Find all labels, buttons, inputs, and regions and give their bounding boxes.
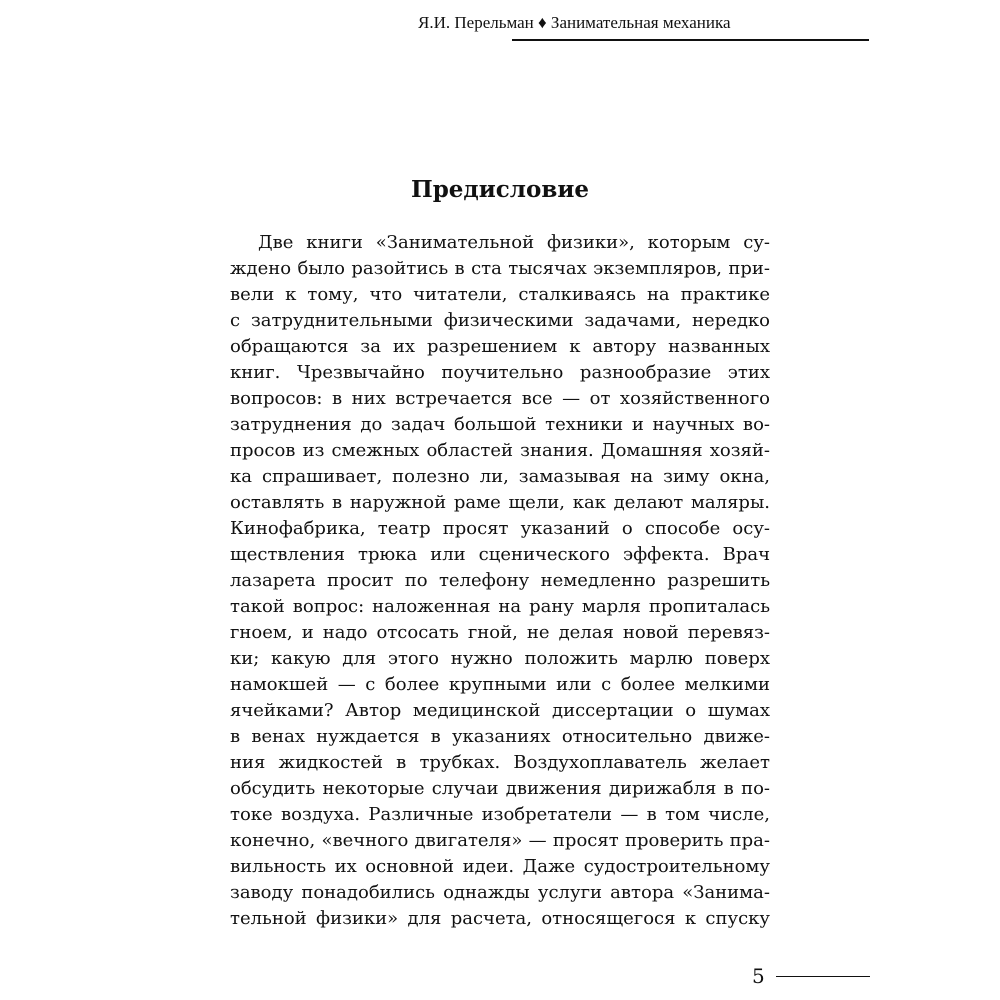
body-line: обращаются за их разрешением к автору названных <box>230 336 770 357</box>
body-line: книг. Чрезвычайно поучительно разнообразие этих <box>230 362 770 383</box>
body-line: затруднения до задач большой техники и научных во- <box>230 414 770 435</box>
body-line: Две книги «Занимательной физики», которым су- <box>258 232 770 253</box>
body-line: тельной физики» для расчета, относящегося к спуску <box>230 908 770 929</box>
body-line: ждено было разойтись в ста тысячах экземпляров, при- <box>230 258 770 279</box>
body-line: вели к тому, что читатели, сталкиваясь на практике <box>230 284 770 305</box>
body-line: конечно, «вечного двигателя» — просят проверить пра- <box>230 830 770 851</box>
body-line: с затруднительными физическими задачами, нередко <box>230 310 770 331</box>
body-line: намокшей — с более крупными или с более мелкими <box>230 674 770 695</box>
header-rule <box>512 39 869 41</box>
body-line: такой вопрос: наложенная на рану марля пропиталась <box>230 596 770 617</box>
body-line: Кинофабрика, театр просят указаний о способе осу- <box>230 518 770 539</box>
body-line: оставлять в наружной раме щели, как делают маляры. <box>230 492 770 513</box>
body-line: гноем, и надо отсосать гной, не делая новой перевяз- <box>230 622 770 643</box>
body-line: ки; какую для этого нужно положить марлю поверх <box>230 648 770 669</box>
body-line: в венах нуждается в указаниях относительно движе- <box>230 726 770 747</box>
running-head: Я.И. Перельман ♦ Занимательная механика <box>418 13 731 32</box>
body-line: токе воздуха. Различные изобретатели — в том числе, <box>230 804 770 825</box>
footer-rule <box>776 976 870 977</box>
body-line: ячейками? Автор медицинской диссертации о шумах <box>230 700 770 721</box>
body-line: ка спрашивает, полезно ли, замазывая на зиму окна, <box>230 466 770 487</box>
body-line: ния жидкостей в трубках. Воздухоплаватель желает <box>230 752 770 773</box>
body-line: ществления трюка или сценического эффекта. Врач <box>230 544 770 565</box>
body-line: лазарета просит по телефону немедленно разрешить <box>230 570 770 591</box>
body-line: вопросов: в них встречается все — от хозяйственного <box>230 388 770 409</box>
body-line: вильность их основной идеи. Даже судостроительному <box>230 856 770 877</box>
body-line: обсудить некоторые случаи движения дирижабля в по- <box>230 778 770 799</box>
body-line: просов из смежных областей знания. Домашняя хозяй- <box>230 440 770 461</box>
body-line: заводу понадобились однажды услуги автора «Занима- <box>230 882 770 903</box>
chapter-title: Предисловие <box>410 176 590 203</box>
page-number: 5 <box>752 964 765 988</box>
